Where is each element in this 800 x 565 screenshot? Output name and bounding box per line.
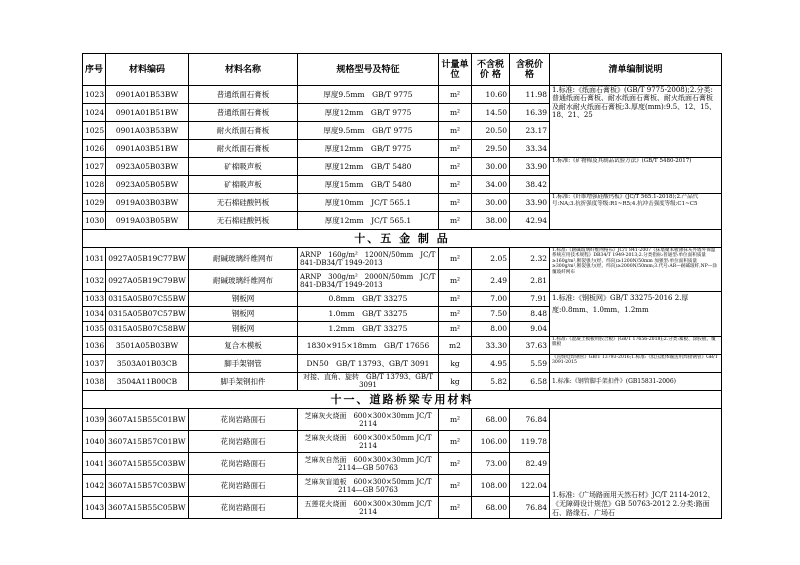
col-header-spec: 规格型号及特征 — [298, 54, 439, 86]
row-code: 0923A05B05BW — [106, 176, 189, 194]
price-table — [82, 53, 722, 519]
row-price-in: 33.90 — [510, 194, 550, 212]
row-spec: 五莲花火烧面 600×300×30mm JC/T 2114 — [298, 497, 439, 519]
row-price-in: 11.98 — [510, 86, 550, 104]
row-unit: m² — [439, 104, 472, 122]
row-unit: kg — [439, 373, 472, 391]
row-price-ex: 38.00 — [472, 212, 510, 230]
row-price-in: 5.59 — [510, 355, 550, 373]
col-header-unit: 计量单位 — [439, 54, 472, 86]
row-price-ex: 73.00 — [472, 453, 510, 475]
row-code: 3504A11B00CB — [106, 373, 189, 391]
note-pipe-line2: 1.标准:《低压流体输送用焊接钢管》GB/T 3091-2015 — [552, 355, 718, 366]
row-price-in: 37.63 — [510, 337, 550, 355]
row-unit: m² — [439, 307, 472, 322]
section-row — [83, 230, 722, 248]
note-calcium: 1.标准:《纤维增强硅酸钙板》(JC/T 565.1-2018);2.产品代号:NA;3.抗折强度等级:R1~R5;4.抗冲击强度等级:C1~C5 — [550, 194, 722, 230]
header-row — [83, 54, 722, 86]
row-price-ex: 29.50 — [472, 140, 510, 158]
row-name: 耐碱玻璃纤维网布 — [189, 248, 298, 270]
row-name: 耐碱玻璃纤维网布 — [189, 270, 298, 292]
row-price-ex: 7.00 — [472, 292, 510, 307]
row-no: 1024 — [83, 104, 106, 122]
row-price-in: 76.84 — [510, 497, 550, 519]
row-code: 0315A05B07C58BW — [106, 322, 189, 337]
row-unit: m² — [439, 475, 472, 497]
row-no: 1037 — [83, 355, 106, 373]
row-spec: 厚度10mm JC/T 565.1 — [298, 194, 439, 212]
row-no: 1038 — [83, 373, 106, 391]
row-code: 3501A05B03BW — [106, 337, 189, 355]
row-spec: 芝麻灰盲道板 600×300×50mm JC/T 2114—GB 50763 — [298, 475, 439, 497]
note-steel: 1.标准:《钢板网》GB/T 33275-2016 2.厚度:0.8mm、1.0mm、1.2mm — [550, 292, 722, 337]
table-row — [83, 158, 722, 176]
row-no: 1030 — [83, 212, 106, 230]
row-unit: m² — [439, 292, 472, 307]
row-code: 0901A01B51BW — [106, 104, 189, 122]
table-row — [83, 194, 722, 212]
row-no: 1042 — [83, 475, 106, 497]
note-mineral: 1.标准:《矿物棉及其制品试验方法》(GB/T 5480-2017) — [550, 158, 722, 194]
row-price-ex: 2.05 — [472, 248, 510, 270]
row-code: 0315A05B07C57BW — [106, 307, 189, 322]
row-spec: 厚度15mm GB/T 5480 — [298, 176, 439, 194]
row-unit: m² — [439, 431, 472, 453]
row-no: 1033 — [83, 292, 106, 307]
row-unit: m² — [439, 497, 472, 519]
row-no: 1036 — [83, 337, 106, 355]
row-price-ex: 30.00 — [472, 194, 510, 212]
table-row — [83, 355, 722, 373]
row-unit: m² — [439, 194, 472, 212]
row-code: 3607A15B55C05BW — [106, 497, 189, 519]
row-spec: 0.8mm GB/T 33275 — [298, 292, 439, 307]
row-name: 花岗岩路面石 — [189, 475, 298, 497]
row-spec: 厚度12mm GB/T 9775 — [298, 104, 439, 122]
row-name: 钢板网 — [189, 292, 298, 307]
row-spec: 芝麻灰自然面 600×300×30mm JC/T 2114—GB 50763 — [298, 453, 439, 475]
row-name: 矿棉吸声板 — [189, 158, 298, 176]
row-no: 1027 — [83, 158, 106, 176]
row-spec: 厚度12mm JC/T 565.1 — [298, 212, 439, 230]
row-price-ex: 10.60 — [472, 86, 510, 104]
row-no: 1023 — [83, 86, 106, 104]
row-price-in: 42.94 — [510, 212, 550, 230]
row-code: 0315A05B07C55BW — [106, 292, 189, 307]
row-price-ex: 106.00 — [472, 431, 510, 453]
row-price-in: 2.32 — [510, 248, 550, 270]
row-price-ex: 4.95 — [472, 355, 510, 373]
row-price-ex: 5.82 — [472, 373, 510, 391]
row-no: 1040 — [83, 431, 106, 453]
row-unit: m² — [439, 140, 472, 158]
row-no: 1031 — [83, 248, 106, 270]
table-row — [83, 86, 722, 104]
row-unit: m² — [439, 158, 472, 176]
row-unit: m2 — [439, 337, 472, 355]
table-row — [83, 292, 722, 307]
row-price-ex: 7.50 — [472, 307, 510, 322]
row-name: 钢板网 — [189, 307, 298, 322]
row-name: 脚手架钢管 — [189, 355, 298, 373]
note-pipe — [550, 355, 722, 373]
row-spec: 厚度12mm GB/T 9775 — [298, 140, 439, 158]
row-price-ex: 68.00 — [472, 497, 510, 519]
row-no: 1035 — [83, 322, 106, 337]
table-row — [83, 373, 722, 391]
row-price-in: 33.34 — [510, 140, 550, 158]
row-unit: m² — [439, 86, 472, 104]
row-price-ex: 2.49 — [472, 270, 510, 292]
row-no: 1025 — [83, 122, 106, 140]
row-price-in: 9.04 — [510, 322, 550, 337]
row-code: 0923A05B03BW — [106, 158, 189, 176]
row-code: 3607A15B55C03BW — [106, 453, 189, 475]
row-price-ex: 8.00 — [472, 322, 510, 337]
row-spec: ARNP 160g/m² 1200N/50mm JC/T 841-DB34/T 1949-2013 — [298, 248, 439, 270]
row-price-in: 38.42 — [510, 176, 550, 194]
row-price-in: 23.17 — [510, 122, 550, 140]
note-pipe-line1: 《直缝电焊钢管》GB/T 13793-2016; — [552, 355, 632, 360]
section-row — [83, 391, 722, 409]
row-code: 3607A15B57C01BW — [106, 431, 189, 453]
row-no: 1034 — [83, 307, 106, 322]
col-header-price-in: 含税价格 — [510, 54, 550, 86]
row-code: 0901A01B53BW — [106, 86, 189, 104]
row-price-in: 82.49 — [510, 453, 550, 475]
row-spec: 1.2mm GB/T 33275 — [298, 322, 439, 337]
table-row — [83, 248, 722, 270]
row-price-ex: 20.50 — [472, 122, 510, 140]
row-name: 普通纸面石膏板 — [189, 104, 298, 122]
section-title-hardware: 十、五 金 制 品 — [83, 230, 722, 248]
row-price-in: 33.90 — [510, 158, 550, 176]
row-name: 花岗岩路面石 — [189, 409, 298, 431]
row-name: 钢板网 — [189, 322, 298, 337]
row-code: 3503A01B03CB — [106, 355, 189, 373]
row-code: 3607A15B55C01BW — [106, 409, 189, 431]
row-price-in: 119.78 — [510, 431, 550, 453]
row-price-ex: 34.00 — [472, 176, 510, 194]
row-price-in: 122.04 — [510, 475, 550, 497]
note-granite: 1.标准:《广场路面用天然石材》JC/T 2114-2012、《无障碍设计规范》GB 50763-2012 2.分类:路面石、路缘石、广场石 — [550, 409, 722, 519]
section-title-road-bridge: 十一、道路桥梁专用材料 — [83, 391, 722, 409]
row-name: 矿棉吸声板 — [189, 176, 298, 194]
row-code: 0919A03B05BW — [106, 212, 189, 230]
table-row — [83, 337, 722, 355]
row-no: 1039 — [83, 409, 106, 431]
row-price-in: 76.84 — [510, 409, 550, 431]
col-header-no: 序号 — [83, 54, 106, 86]
row-unit: m² — [439, 248, 472, 270]
row-unit: m² — [439, 453, 472, 475]
row-name: 花岗岩路面石 — [189, 497, 298, 519]
row-price-ex: 108.00 — [472, 475, 510, 497]
row-unit: m² — [439, 212, 472, 230]
row-name: 无石棉硅酸钙板 — [189, 212, 298, 230]
row-price-in: 8.48 — [510, 307, 550, 322]
row-unit: m² — [439, 270, 472, 292]
row-no: 1043 — [83, 497, 106, 519]
row-unit: m² — [439, 409, 472, 431]
row-spec: 厚度12mm GB/T 5480 — [298, 158, 439, 176]
row-name: 无石棉硅酸钙板 — [189, 194, 298, 212]
row-price-in: 7.91 — [510, 292, 550, 307]
row-no: 1029 — [83, 194, 106, 212]
col-header-note: 清单编制说明 — [550, 54, 722, 86]
row-price-ex: 14.50 — [472, 104, 510, 122]
row-unit: m² — [439, 322, 472, 337]
col-header-name: 材料名称 — [189, 54, 298, 86]
row-no: 1041 — [83, 453, 106, 475]
row-price-in: 16.39 — [510, 104, 550, 122]
row-code: 0927A05B19C79BW — [106, 270, 189, 292]
row-name: 复合木模板 — [189, 337, 298, 355]
row-price-ex: 68.00 — [472, 409, 510, 431]
table-row — [83, 409, 722, 431]
row-spec: ARNP 300g/m² 2000N/50mm JC/T 841-DB34/T 1949-2013 — [298, 270, 439, 292]
note-mesh: 1.标准:《耐碱玻璃纤维网格布》JC/T 841-2007《抹墙聚苯板薄抹灰外墙外保温系统应用技术规程》DB34/T 1949-2013;2.分类指标:普通型:单位面积质量≥160g/m²,断裂强力(经、纬向)≥1200N/50mm 加强型:单位面积质量≥300g/m²,断裂强力(经、纬向)≥2000N/50mm;3.代号:AR—耐碱玻纤,NP—涂覆玻纤网布 — [550, 248, 722, 292]
row-no: 1032 — [83, 270, 106, 292]
row-code: 3607A15B57C03BW — [106, 475, 189, 497]
row-name: 花岗岩路面石 — [189, 453, 298, 475]
row-no: 1026 — [83, 140, 106, 158]
row-unit: m² — [439, 122, 472, 140]
row-code: 0927A05B19C77BW — [106, 248, 189, 270]
note-clamp: 1.标准:《钢管脚手架扣件》(GB15831-2006) — [550, 373, 722, 391]
row-name: 耐火纸面石膏板 — [189, 122, 298, 140]
row-name: 普通纸面石膏板 — [189, 86, 298, 104]
row-unit: kg — [439, 355, 472, 373]
col-header-code: 材料编码 — [106, 54, 189, 86]
row-unit: m² — [439, 176, 472, 194]
row-spec: DN50 GB/T 13793、GB/T 3091 — [298, 355, 439, 373]
row-spec: 芝麻灰火烧面 600×300×50mm JC/T 2114 — [298, 431, 439, 453]
row-name: 花岗岩路面石 — [189, 431, 298, 453]
row-price-in: 2.81 — [510, 270, 550, 292]
row-price-ex: 33.30 — [472, 337, 510, 355]
note-formwork: 1.标准:《混凝土模板用胶合板》(GB/T 17656-2018);2.分类:素板、涂胶板、覆膜板 — [550, 337, 722, 355]
row-name: 耐火纸面石膏板 — [189, 140, 298, 158]
row-spec: 1.0mm GB/T 33275 — [298, 307, 439, 322]
col-header-price-ex: 不含税价 格 — [472, 54, 510, 86]
row-name: 脚手架钢扣件 — [189, 373, 298, 391]
row-spec: 厚度9.5mm GB/T 9775 — [298, 122, 439, 140]
row-price-ex: 30.00 — [472, 158, 510, 176]
row-code: 0901A03B51BW — [106, 140, 189, 158]
row-spec: 厚度9.5mm GB/T 9775 — [298, 86, 439, 104]
row-price-in: 6.58 — [510, 373, 550, 391]
row-code: 0901A03B53BW — [106, 122, 189, 140]
material-price-sheet — [82, 53, 721, 519]
note-gypsum: 1.标准:《纸面石膏板》(GB/T 9775-2008);2.分类:普通纸面石膏板、耐水纸面石膏板、耐火纸面石膏板及耐水耐火纸面石膏板;3.厚度(mm):9.5、12、15、18、21、25 — [550, 86, 722, 158]
row-no: 1028 — [83, 176, 106, 194]
row-spec: 对接、直角、旋转 GB/T 13793、GB/T 3091 — [298, 373, 439, 391]
row-spec: 芝麻灰火烧面 600×300×30mm JC/T 2114 — [298, 409, 439, 431]
row-code: 0919A03B03BW — [106, 194, 189, 212]
row-spec: 1830×915×18mm GB/T 17656 — [298, 337, 439, 355]
